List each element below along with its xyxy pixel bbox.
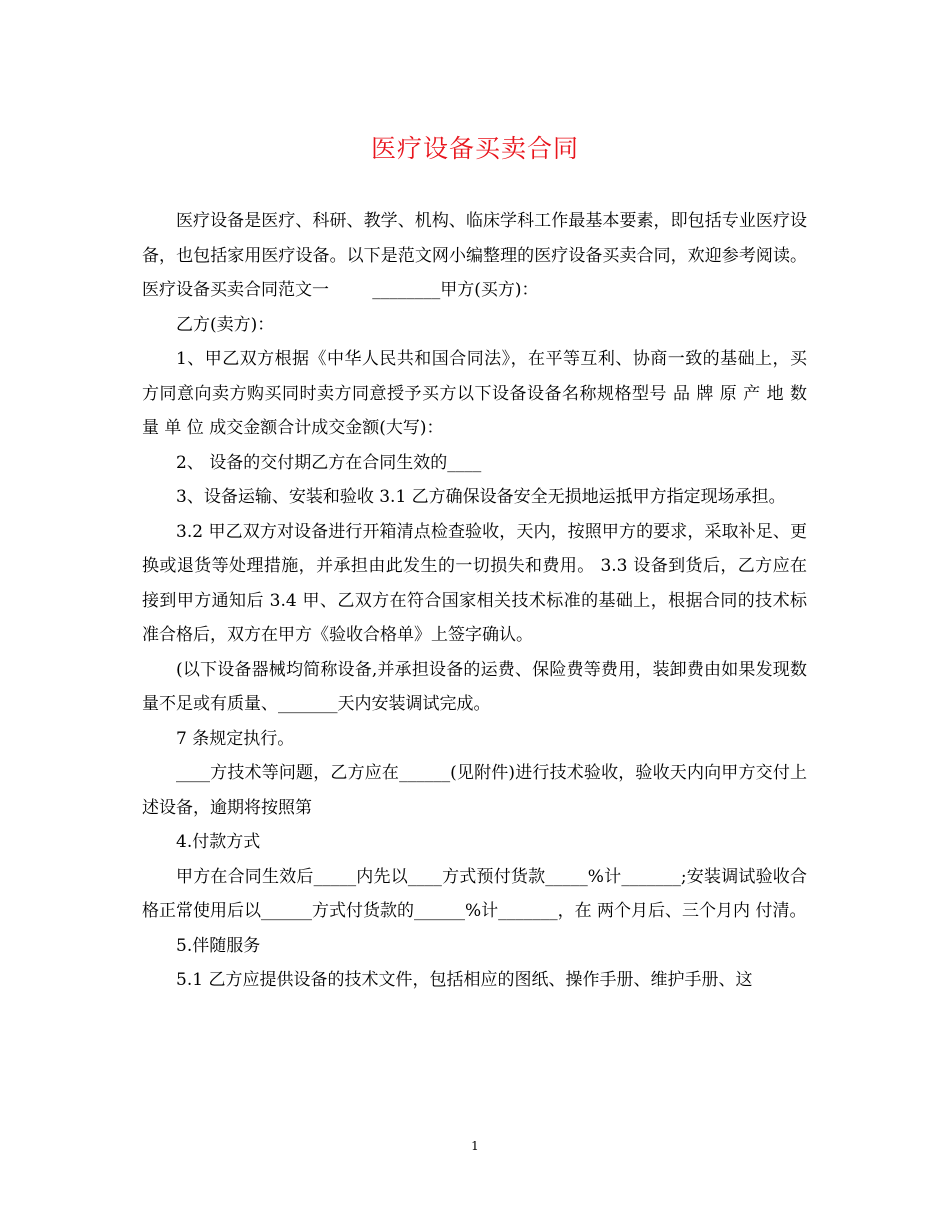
paragraph-clause-2: 2、 设备的交付期乙方在合同生效的____ xyxy=(176,452,482,473)
paragraph-technical-acceptance: ____方技术等问题，乙方应在______(见附件)进行技术验收，验收天内向甲方交付上述设备，逾期将按照第 xyxy=(142,763,807,818)
paragraph-party-b: 乙方(卖方)： xyxy=(176,314,275,335)
page-number: 1 xyxy=(471,1139,479,1153)
paragraph-article-7: 7 条规定执行。 xyxy=(176,728,295,749)
paragraph-clause-3: 3、设备运输、安装和验收 3.1 乙方确保设备安全无损地运抵甲方指定现场承担。 xyxy=(176,487,786,507)
paragraph-equipment-note: (以下设备器械均简称设备,并承担设备的运费、保险费等费用，装卸费由如果发现数量不足或有质量、_______天内安装调试完成。 xyxy=(142,659,807,714)
paragraph-clause-1: 1、甲乙双方根据《中华人民共和国合同法》，在平等互利、协商一致的基础上，买方同意向卖方购买同时卖方同意授予买方以下设备设备名称规格型号 品 牌 原 产 地 数 量 单 位 成交金额合计成交金额(大写)： xyxy=(142,349,813,438)
paragraph-intro: 医疗设备是医疗、科研、教学、机构、临床学科工作最基本要素，即包括专业医疗设备，也包括家用医疗设备。以下是范文网小编整理的医疗设备买卖合同，欢迎参考阅读。 医疗设备买卖合同范文一 ________甲方(买方)： xyxy=(142,211,813,300)
paragraph-heading-services: 5.伴随服务 xyxy=(176,935,261,956)
paragraph-heading-payment: 4.付款方式 xyxy=(176,832,261,852)
paragraph-clause-5-1: 5.1 乙方应提供设备的技术文件，包括相应的图纸、操作手册、维护手册、这 xyxy=(176,970,753,990)
document-title: 医疗设备买卖合同 xyxy=(370,134,579,163)
paragraph-payment-terms: 甲方在合同生效后_____内先以____方式预付货款_____%计_______;安装调试验收合格正常使用后以______方式付货款的______%计_______，在 两个月后、三个月内 付清。 xyxy=(142,866,807,921)
paragraph-clause-3-2: 3.2 甲乙双方对设备进行开箱清点检查验收，天内，按照甲方的要求，采取补足、更换或退货等处理措施，并承担由此发生的一切损失和费用。 3.3 设备到货后，乙方应在接到甲方通知后 3.4 甲、乙双方在符合国家相关技术标准的基础上，根据合同的技术标准合格后，双方在甲方《验收合格单》上签字确认。 xyxy=(142,521,807,645)
document-body xyxy=(142,204,813,998)
